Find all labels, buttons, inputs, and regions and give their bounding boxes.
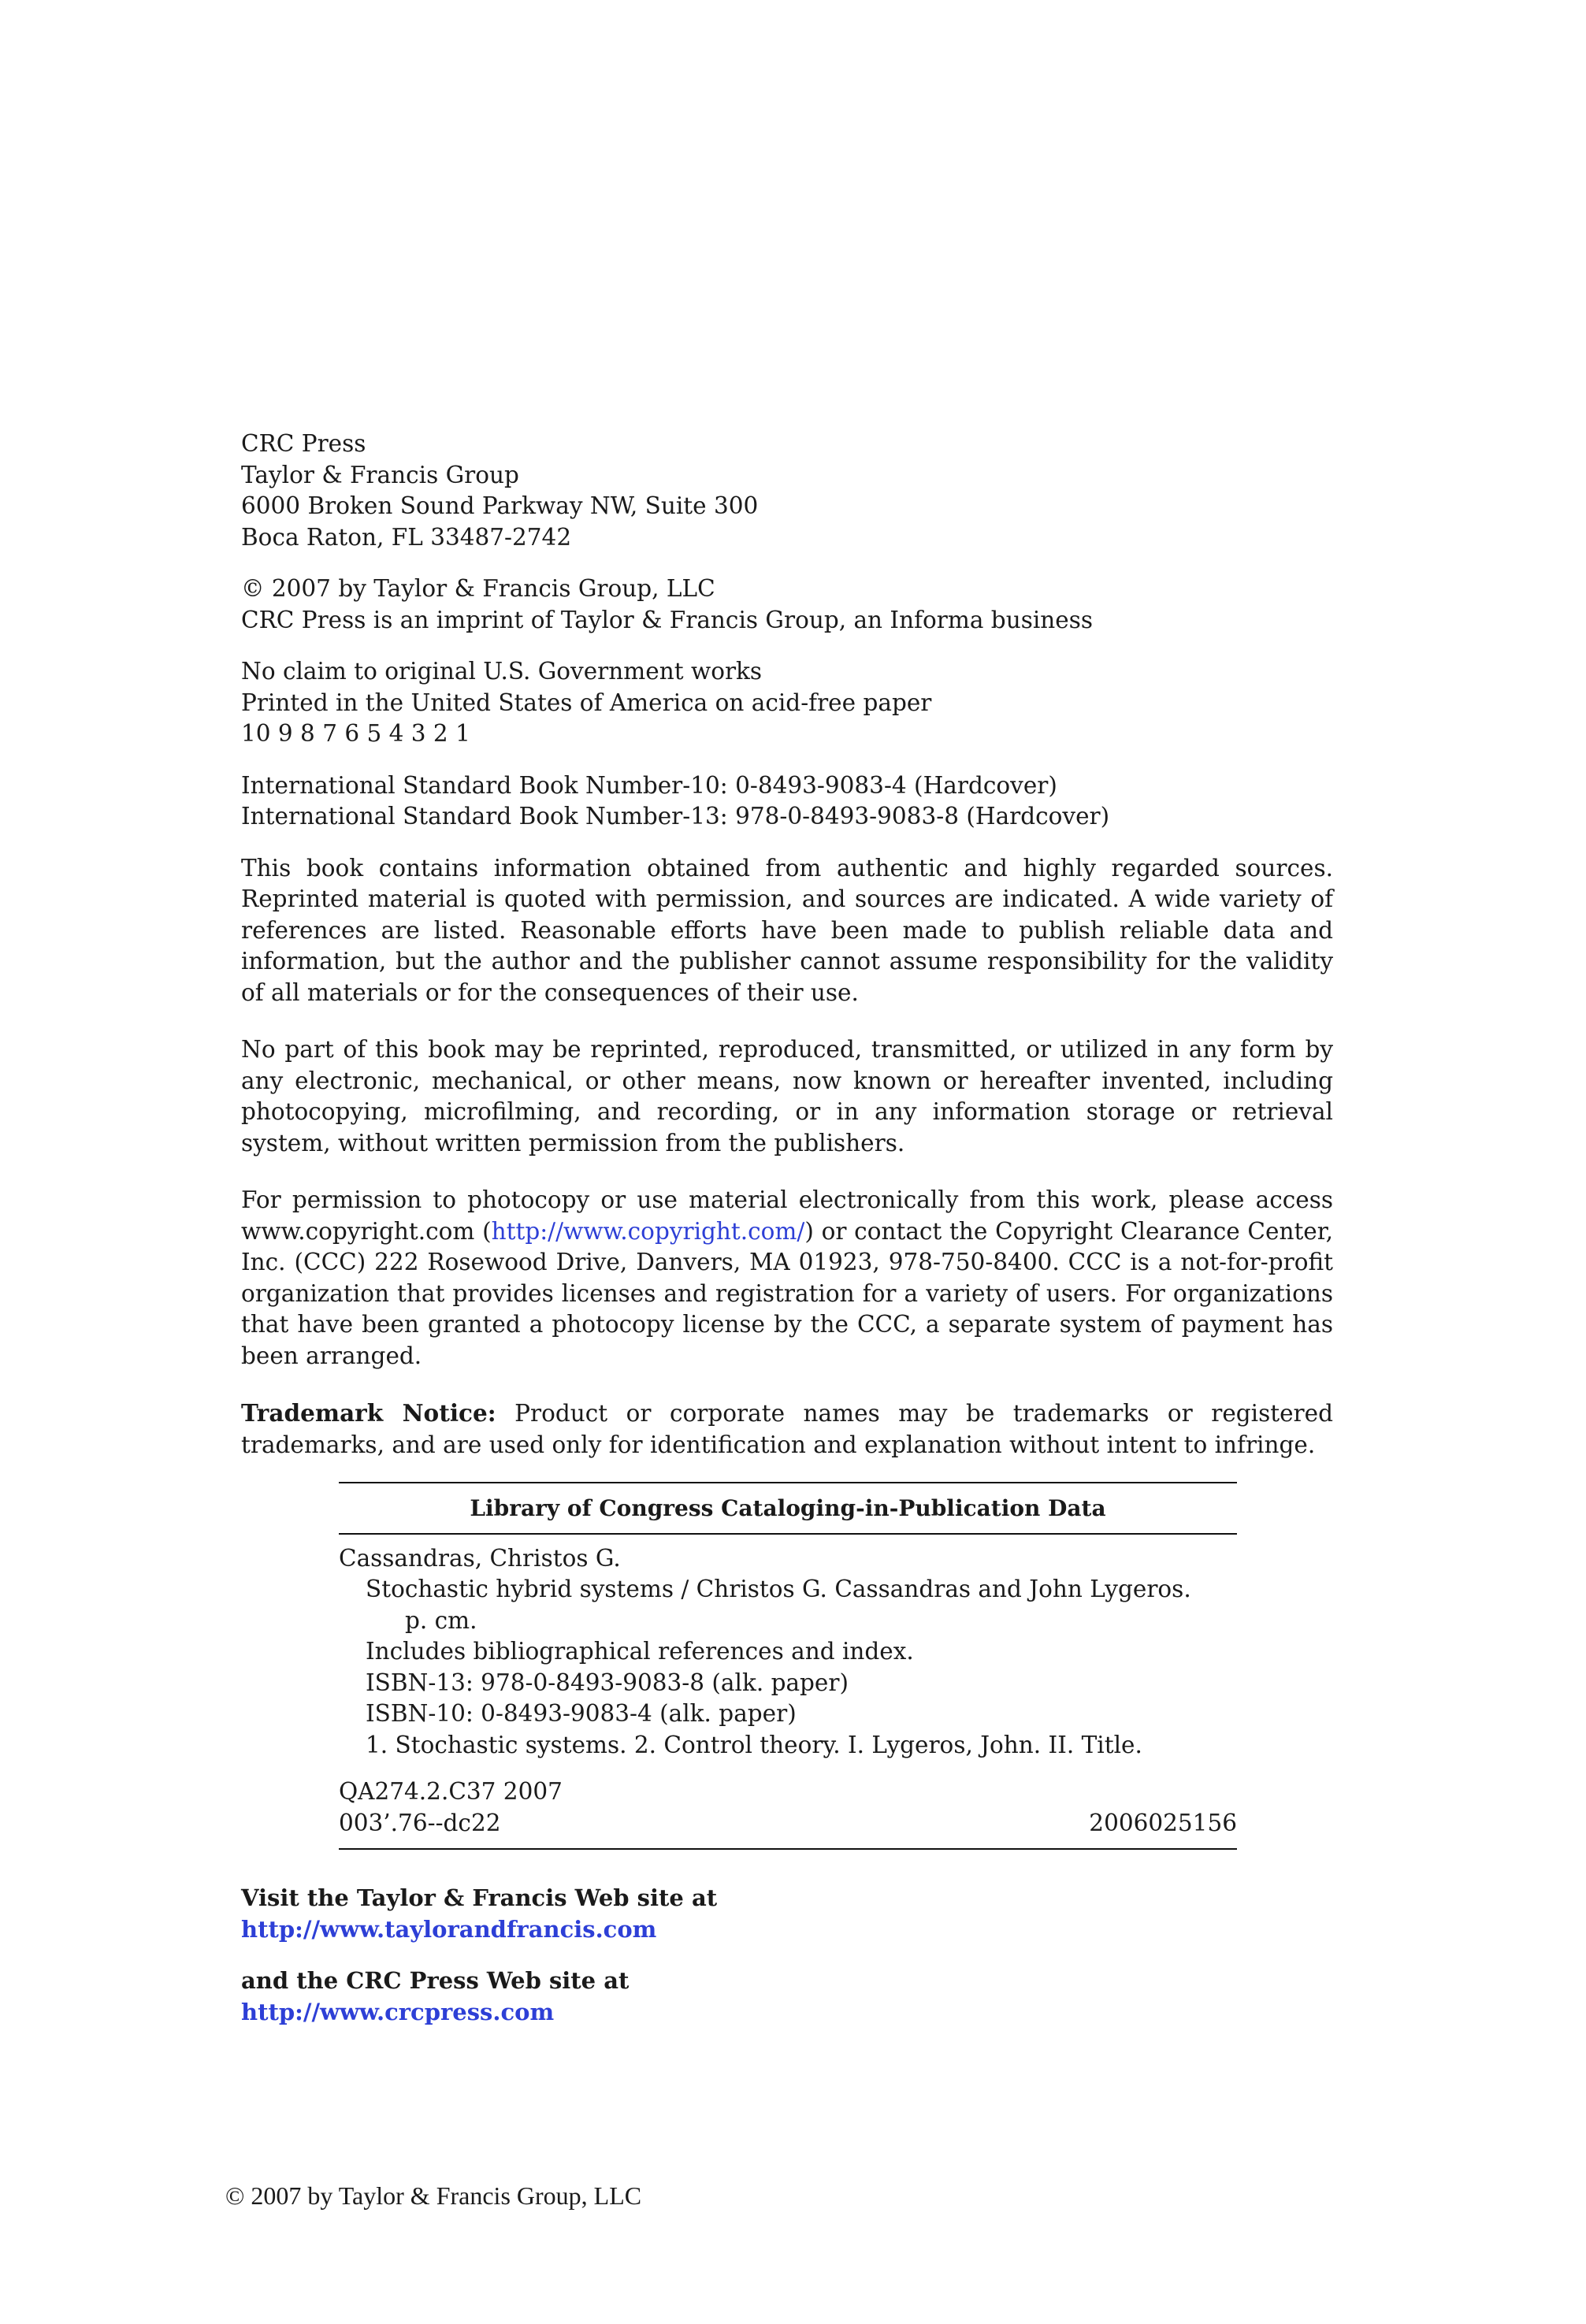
publisher-address [241, 429, 1333, 553]
cip-spacer [339, 1761, 1237, 1776]
cip-book-title: Stochastic hybrid systems / Christos G. Cassandras and John Lygeros. [366, 1576, 1191, 1602]
cip-data-block [339, 1482, 1237, 1850]
cip-isbn-13: ISBN-13: 978-0-8493-9083-8 (alk. paper) [366, 1669, 849, 1696]
copyright-block [241, 574, 1333, 636]
copyright-line: © 2007 by Taylor & Francis Group, LLC [241, 575, 715, 602]
web-gap [241, 1945, 1333, 1966]
printed-in: Printed in the United States of America on acid-free paper [241, 689, 932, 716]
trademark-label: Trademark Notice: [241, 1399, 496, 1427]
cip-physical: p. cm. [405, 1606, 477, 1634]
permission-text-end: ) or contact the Copyright Clearance Center, Inc. (CCC) 222 Rosewood Drive, Danvers, MA 01923, 978-750-8400. CCC is a not-for-profit organization that provides licenses and registration for a variety of users. For organizations that have been granted a photocopy license by the CCC, a separate system of payment has been arranged. [241, 1217, 1333, 1369]
government-claim: No claim to original U.S. Government works [241, 658, 763, 685]
cip-note: Includes bibliographical references and index. [366, 1638, 914, 1665]
copyright-link[interactable]: http://www.copyright.com/ [491, 1217, 805, 1245]
cip-class-row [339, 1808, 1237, 1840]
publisher-address-line1: 6000 Broken Sound Parkway NW, Suite 300 [241, 492, 759, 519]
cip-title: Library of Congress Cataloging-in-Publication Data [470, 1495, 1106, 1521]
page-content [241, 429, 1333, 2028]
crc-site-label: and the CRC Press Web site at [241, 1967, 630, 1994]
web-sites [241, 1883, 1333, 2028]
cip-lc-class: QA274.2.C37 2007 [339, 1778, 563, 1805]
isbn-10: International Standard Book Number-10: 0-8493-9083-4 (Hardcover) [241, 771, 1057, 799]
footer-copyright: © 2007 by Taylor & Francis Group, LLC [225, 2181, 642, 2210]
sources-paragraph: This book contains information obtained from authentic and highly regarded sources. Reprinted material is quoted with permission, and sources are indicated. A wide variety of references are listed. Reasonable efforts have been made to publish reliable data and information, but the author and the publisher cannot assume responsibility for the validity of all materials or for the consequences of their use. [241, 854, 1333, 1006]
crc-site-link[interactable]: http://www.crcpress.com [241, 1998, 555, 2025]
cip-dewey: 003’.76--dc22 [339, 1809, 501, 1836]
cip-author: Cassandras, Christos G. [339, 1544, 621, 1572]
publisher-name: CRC Press [241, 430, 366, 457]
cip-lccn: 2006025156 [1089, 1809, 1237, 1836]
imprint-line: CRC Press is an imprint of Taylor & Francis Group, an Informa business [241, 606, 1093, 633]
printing-numbers: 10 9 8 7 6 5 4 3 2 1 [241, 720, 470, 747]
trademark-paragraph [241, 1398, 1333, 1461]
cip-subjects: 1. Stochastic systems. 2. Control theory. I. Lygeros, John. II. Title. [366, 1731, 1142, 1758]
isbn-block [241, 770, 1333, 833]
tf-site-link[interactable]: http://www.taylorandfrancis.com [241, 1915, 657, 1943]
publisher-address-line2: Boca Raton, FL 33487-2742 [241, 523, 572, 551]
publisher-group: Taylor & Francis Group [241, 461, 519, 488]
printing-block [241, 656, 1333, 750]
tf-site-label: Visit the Taylor & Francis Web site at [241, 1884, 718, 1911]
permission-text-start: For permission to photocopy or use material electronically from this work, please access www.copyright.com ( [241, 1186, 1333, 1245]
isbn-13: International Standard Book Number-13: 978-0-8493-9083-8 (Hardcover) [241, 803, 1110, 830]
reproduction-paragraph: No part of this book may be reprinted, reproduced, transmitted, or utilized in any form by any electronic, mechanical, or other means, now known or hereafter invented, including photocopying, microfilming, and recording, or in any information storage or retrieval system, without written permission from the publishers. [241, 1036, 1333, 1156]
cip-bottom-rule [339, 1848, 1237, 1850]
permission-paragraph [241, 1185, 1333, 1372]
cip-isbn-10: ISBN-10: 0-8493-9083-4 (alk. paper) [366, 1700, 797, 1727]
cip-record [339, 1535, 1237, 1849]
trademark-text: Product or corporate names may be trademarks or registered trademarks, and are used only for identification and explanation without intent to infringe. [241, 1400, 1333, 1458]
